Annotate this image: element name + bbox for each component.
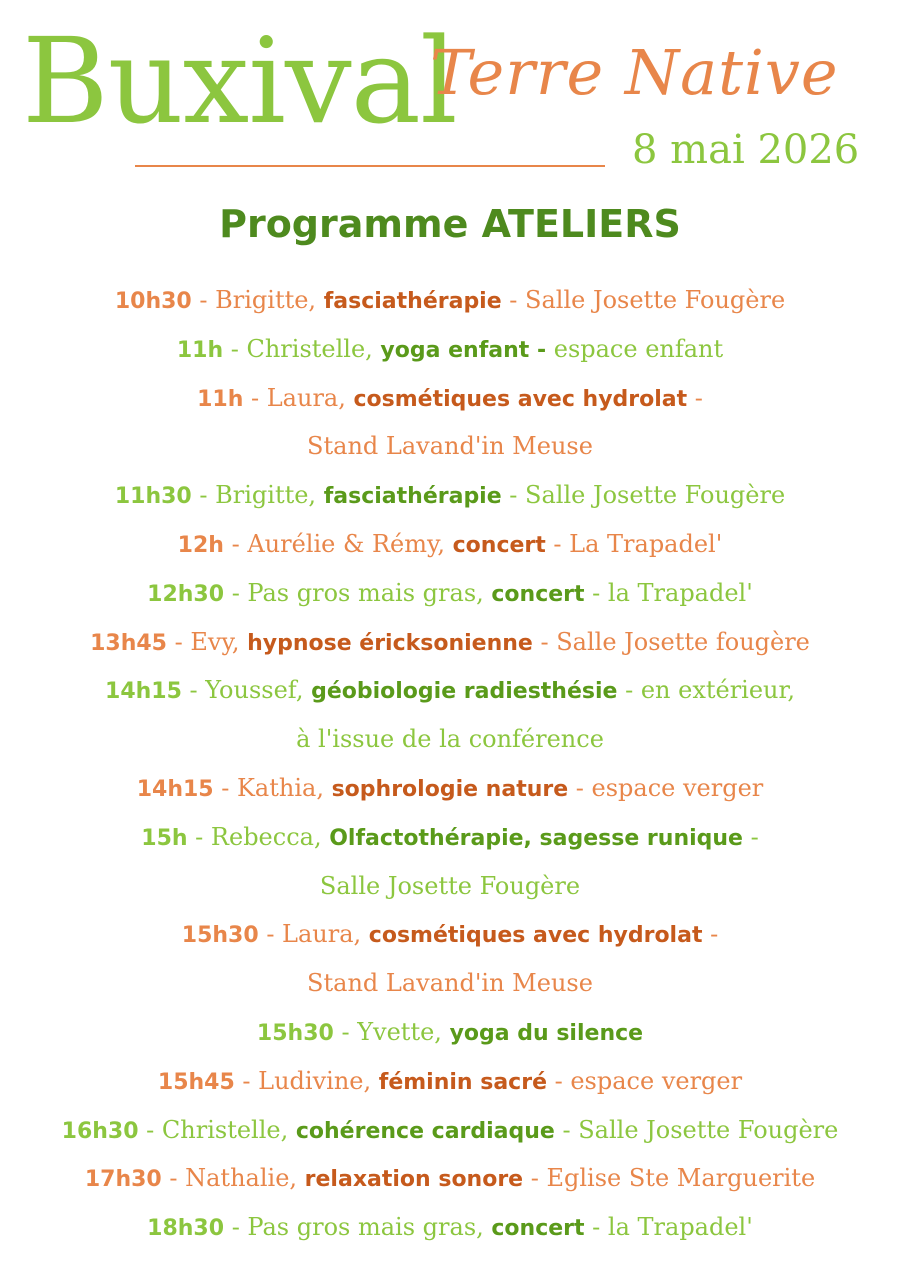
- presenter-label: - Pas gros mais gras,: [224, 578, 492, 607]
- event-subtitle: Terre Native: [430, 36, 839, 109]
- time-label: 14h15: [105, 679, 182, 705]
- program-line: [0, 910, 900, 959]
- activity-label: sophrologie nature: [331, 776, 569, 802]
- program-line: [0, 764, 900, 813]
- program-line: [0, 569, 900, 618]
- location-label: - La Trapadel': [545, 529, 723, 558]
- activity-label: Olfactothérapie, sagesse runique: [329, 825, 743, 851]
- presenter-label: - Youssef,: [181, 676, 312, 705]
- activity-label: relaxation sonore: [304, 1167, 524, 1193]
- activity-label: fasciathérapie: [323, 484, 502, 510]
- activity-label: cohérence cardiaque: [295, 1118, 555, 1144]
- activity-label: hypnose éricksonienne: [247, 630, 533, 656]
- location-label: -: [687, 383, 703, 412]
- presenter-label: - Brigitte,: [191, 286, 324, 314]
- activity-label: yoga enfant -: [380, 337, 547, 363]
- brand-title: Buxival: [22, 12, 457, 150]
- activity-label: concert: [491, 581, 585, 607]
- program-line: [0, 422, 900, 471]
- activity-label: concert: [491, 1216, 585, 1242]
- time-label: 12h: [177, 532, 224, 558]
- location-label: -: [742, 822, 759, 851]
- location-label: - Salle Josette Fougère: [501, 481, 786, 510]
- presenter-label: - Rebecca,: [187, 822, 330, 851]
- location-label: Salle Josette Fougère: [319, 871, 581, 900]
- program-line: [0, 374, 900, 423]
- activity-label: cosmétiques avec hydrolat: [368, 923, 703, 949]
- location-label: - la Trapadel': [584, 1213, 753, 1242]
- location-label: - Salle Josette fougère: [532, 627, 810, 656]
- location-label: - Eglise Ste Marguerite: [523, 1164, 816, 1193]
- presenter-label: - Laura,: [258, 920, 369, 949]
- program-line: [0, 666, 900, 715]
- program-line: [0, 1154, 900, 1203]
- program-line: [0, 1008, 900, 1057]
- program-line: [0, 471, 900, 520]
- time-label: 15h30: [181, 923, 259, 949]
- location-label: Stand Lavand'in Meuse: [307, 432, 593, 461]
- presenter-label: - Evy,: [167, 627, 248, 656]
- program-line: [0, 325, 900, 374]
- activity-label: féminin sacré: [378, 1069, 547, 1095]
- presenter-label: - Kathia,: [213, 773, 332, 802]
- location-label: - en extérieur,: [617, 676, 795, 705]
- program-line: [0, 715, 900, 764]
- location-label: -: [702, 920, 719, 949]
- poster-header: [0, 0, 900, 200]
- program-line: [0, 520, 900, 569]
- presenter-label: - Christelle,: [138, 1115, 296, 1144]
- time-label: 11h: [197, 386, 244, 412]
- program-line: [0, 959, 900, 1008]
- program-line: [0, 862, 900, 911]
- time-label: 12h30: [147, 581, 225, 607]
- location-label: à l'issue de la conférence: [296, 725, 604, 754]
- presenter-label: - Yvette,: [333, 1017, 450, 1046]
- time-label: 11h: [176, 337, 224, 363]
- program-line: [0, 1057, 900, 1106]
- time-label: 14h15: [136, 776, 214, 802]
- time-label: 16h30: [61, 1118, 139, 1144]
- presenter-label: - Aurélie & Rémy,: [223, 529, 453, 558]
- event-date: 8 mai 2026: [632, 127, 860, 173]
- location-label: - Salle Josette Fougère: [554, 1115, 839, 1144]
- activity-label: fasciathérapie: [323, 289, 502, 314]
- program-line: [0, 618, 900, 667]
- location-label: - espace verger: [568, 773, 764, 802]
- location-label: - la Trapadel': [584, 578, 753, 607]
- presenter-label: - Laura,: [243, 383, 354, 412]
- presenter-label: - Pas gros mais gras,: [224, 1213, 492, 1242]
- time-label: 18h30: [147, 1216, 225, 1242]
- program-line: [0, 276, 900, 325]
- page-title: Programme ATELIERS: [219, 202, 681, 246]
- time-label: 15h30: [256, 1020, 334, 1046]
- time-label: 15h: [141, 825, 188, 851]
- presenter-label: - Brigitte,: [191, 481, 324, 510]
- activity-label: cosmétiques avec hydrolat: [353, 386, 688, 412]
- time-label: 15h45: [157, 1069, 235, 1095]
- time-label: 17h30: [84, 1167, 162, 1193]
- time-label: 10h30: [114, 289, 192, 314]
- presenter-label: - Nathalie,: [161, 1164, 305, 1193]
- activity-label: géobiologie radiesthésie: [311, 679, 618, 705]
- program-list: [0, 276, 900, 1252]
- location-label: - Salle Josette Fougère: [501, 286, 786, 314]
- location-label: Stand Lavand'in Meuse: [307, 969, 593, 998]
- activity-label: yoga du silence: [449, 1020, 644, 1046]
- time-label: 13h45: [90, 630, 167, 656]
- presenter-label: - Christelle,: [223, 334, 381, 363]
- program-line: [0, 813, 900, 862]
- program-line: [0, 1203, 900, 1252]
- location-label: espace enfant: [546, 334, 724, 363]
- brand-underline: [135, 165, 605, 167]
- program-line: [0, 1106, 900, 1155]
- activity-label: concert: [452, 532, 546, 558]
- presenter-label: - Ludivine,: [234, 1066, 379, 1095]
- location-label: - espace verger: [546, 1066, 743, 1095]
- time-label: 11h30: [114, 484, 192, 510]
